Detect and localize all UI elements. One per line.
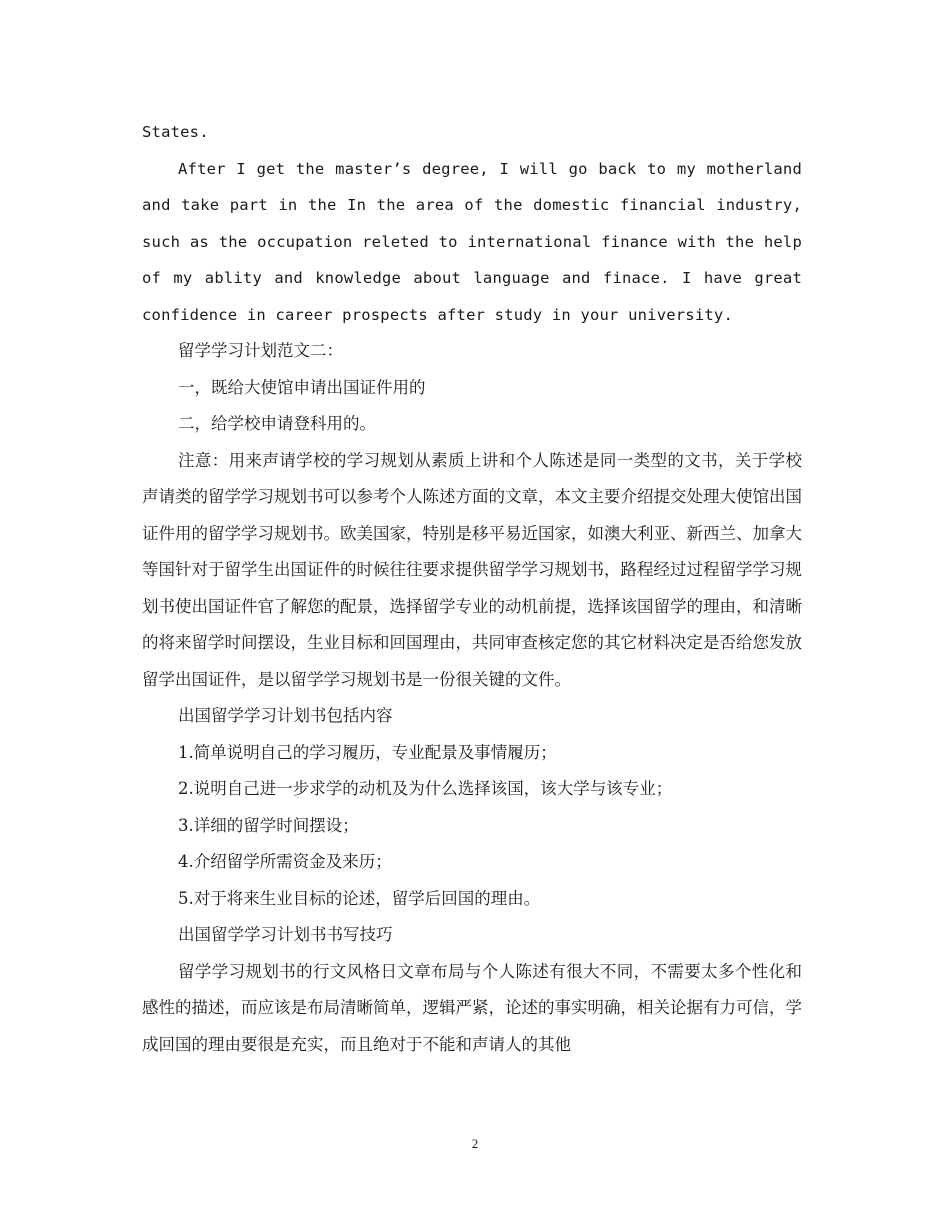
page-number: 2 (471, 1136, 479, 1151)
section-heading: 留学学习计划范文二： (178, 341, 343, 360)
list-item: 2.说明自己进一步求学的动机及为什么选择该国，该大学与该专业； (178, 779, 673, 798)
section-heading: 出国留学学习计划书包括内容 (178, 706, 393, 725)
list-item: 1.简单说明自己的学习履历，专业配景及事情履历； (178, 742, 557, 762)
list-item: 5.对于将来生业目标的论述，留学后回国的理由。 (178, 888, 541, 908)
section-heading: 出国留学学习计划书书写技巧 (178, 925, 393, 944)
paragraph: States. (142, 123, 209, 141)
list-item: 3.详细的留学时间摆设； (178, 815, 359, 835)
list-item: 4.介绍留学所需资金及来历； (178, 852, 392, 871)
paragraph: After I get the master’s degree, I will go back to my motherland and take part in the In the area of the domestic financial industry, such as the occupation releted to international finance with the help of my ablity and knowledge about language and finace. I have great confidence in career prospects after study in your university. (142, 159, 802, 324)
paragraph: 注意：用来声请学校的学习规划从素质上讲和个人陈述是同一类型的文书，关于学校声请类的留学学习规划书可以参考个人陈述方面的文章，本文主要介绍提交处理大使馆出国证件用的留学学习规划书。欧美国家，特别是移平易近国家，如澳大利亚、新西兰、加拿大等国针对于留学生出国证件的时候往往要求提供留学学习规划书，路程经过过程留学学习规划书使出国证件官了解您的配景，选择留学专业的动机前提，选择该国留学的理由，和清晰的将来留学时间摆设，生业目标和回国理由，共同审查核定您的其它材料决定是否给您发放留学出国证件，是以留学学习规划书是一份很关键的文件。 (142, 450, 802, 689)
list-item: 二，给学校申请登科用的。 (178, 414, 376, 433)
document-body (142, 114, 802, 1063)
list-item: 一，既给大使馆申请出国证件用的 (178, 377, 426, 397)
paragraph: 留学学习规划书的行文风格日文章布局与个人陈述有很大不同，不需要太多个性化和感性的描述，而应该是布局清晰简单，逻辑严紧，论述的事实明确，相关论据有力可信，学成回国的理由要很是充实，而且绝对于不能和声请人的其他 (142, 961, 802, 1054)
